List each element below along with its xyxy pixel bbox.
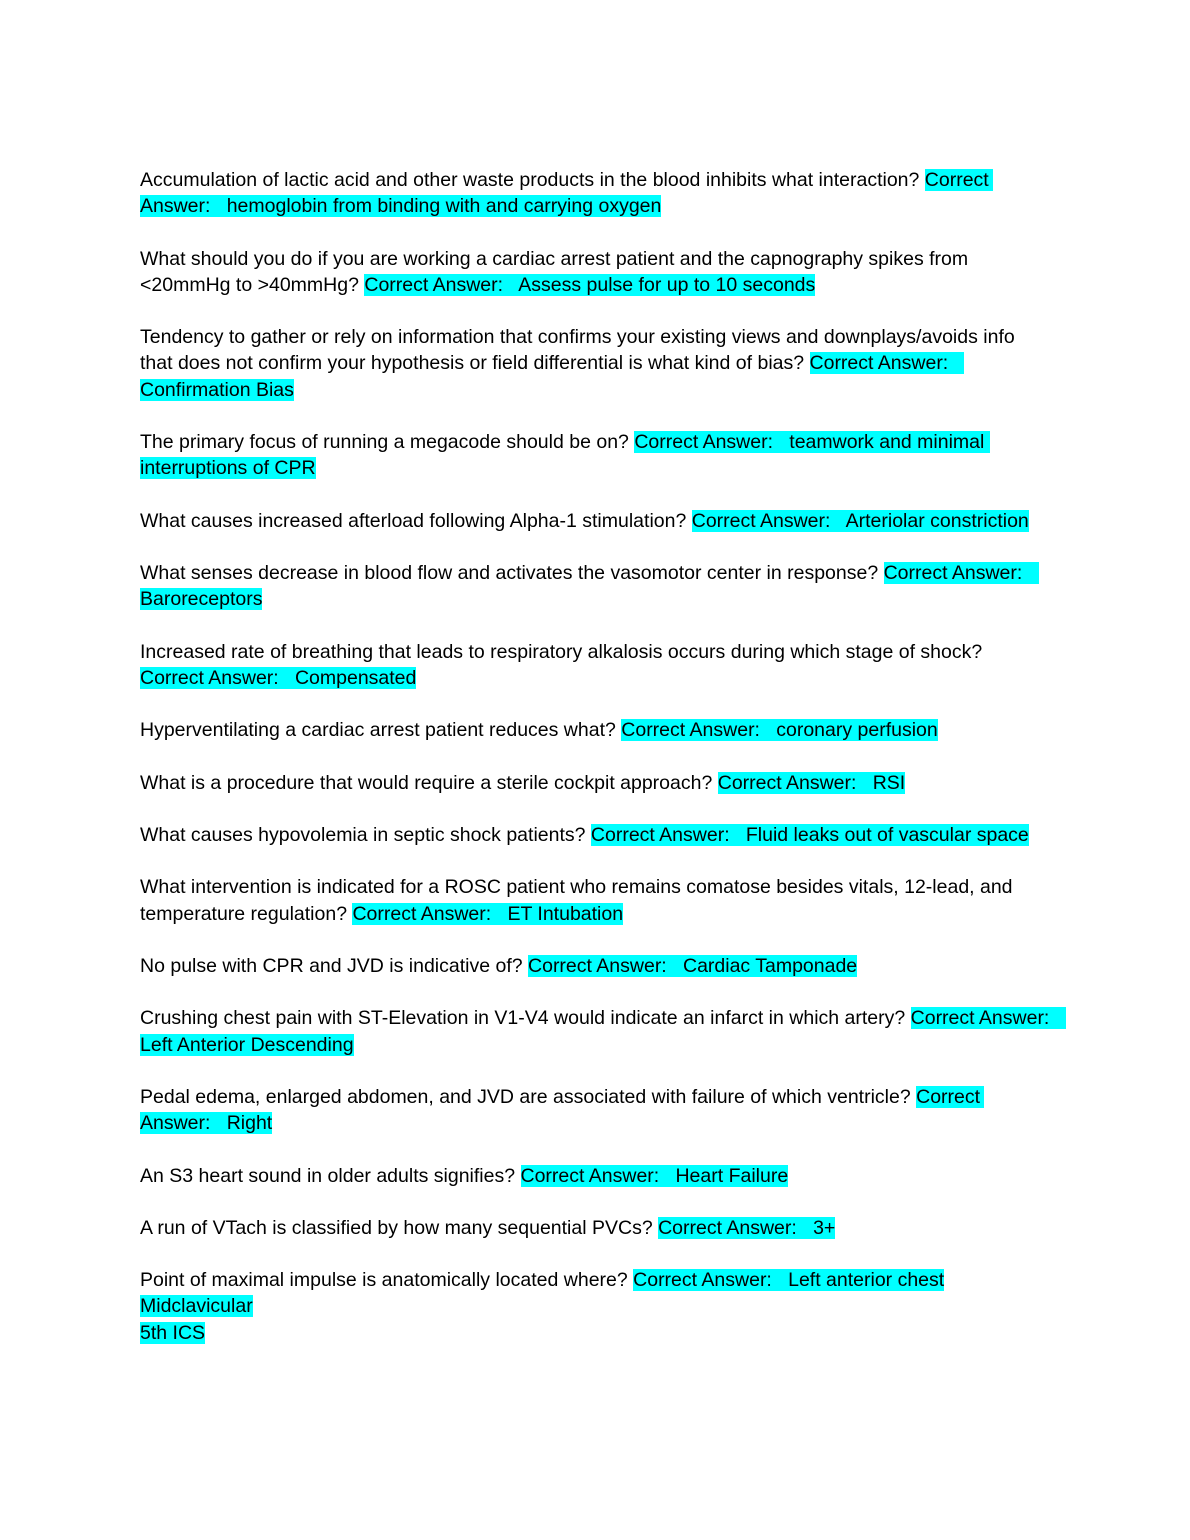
qa-item bbox=[140, 1163, 1050, 1189]
question-text: Crushing chest pain with ST-Elevation in V1-V4 would indicate an infarct in which artery? bbox=[140, 1007, 911, 1030]
answer-line bbox=[140, 1320, 1050, 1346]
answer-highlight bbox=[718, 772, 905, 794]
answer-highlight bbox=[528, 955, 857, 977]
qa-item bbox=[140, 429, 1050, 481]
question-text: What causes increased afterload following Alpha-1 stimulation? bbox=[140, 509, 692, 532]
answer-prefix: Correct Answer: bbox=[621, 719, 777, 742]
qa-item-last bbox=[140, 1267, 1050, 1346]
answer-highlight bbox=[352, 903, 623, 925]
qa-item bbox=[140, 560, 1050, 612]
qa-item bbox=[140, 167, 1050, 219]
question-text: Accumulation of lactic acid and other waste products in the blood inhibits what interaction? bbox=[140, 169, 925, 191]
qa-item bbox=[140, 508, 1050, 534]
question-text: What senses decrease in blood flow and activates the vasomotor center in response? bbox=[140, 561, 884, 584]
answer-text: Baroreceptors bbox=[140, 588, 263, 611]
question-text: Point of maximal impulse is anatomically located where? bbox=[140, 1269, 634, 1292]
answer-prefix: Correct Answer: bbox=[634, 430, 790, 453]
qa-item bbox=[140, 717, 1050, 743]
answer-line bbox=[140, 1293, 1050, 1319]
answer-highlight bbox=[364, 274, 815, 296]
answer-prefix: Correct Answer: bbox=[809, 352, 965, 375]
answer-highlight bbox=[633, 1269, 944, 1291]
question-text: What causes hypovolemia in septic shock patients? bbox=[140, 823, 591, 846]
qa-item bbox=[140, 953, 1050, 979]
answer-text: Fluid leaks out of vascular space bbox=[745, 823, 1029, 846]
answer-prefix: Correct Answer: bbox=[520, 1164, 676, 1187]
qa-item bbox=[140, 639, 1050, 691]
question-text: A run of VTach is classified by how many sequential PVCs? bbox=[140, 1216, 659, 1239]
question-text: Tendency to gather or rely on information that confirms your existing views and downplays/avoids info that does not confirm your hypothesis or field differential is what kind of bias? bbox=[140, 326, 1015, 375]
answer-text: Compensated bbox=[294, 666, 417, 689]
answer-highlight bbox=[621, 719, 937, 741]
qa-list bbox=[140, 167, 1066, 1372]
question-text: What should you do if you are working a cardiac arrest patient and the capnography spikes from <20mmHg to >40mmHg? bbox=[140, 247, 969, 296]
answer-prefix: Correct Answer: bbox=[140, 666, 295, 689]
answer-prefix: Correct Answer: bbox=[364, 273, 519, 296]
answer-highlight bbox=[591, 824, 1029, 846]
answer-text: 3+ bbox=[813, 1216, 836, 1239]
question-text: What intervention is indicated for a ROSC patient who remains comatose besides vitals, 12-lead, and temperature regulation? bbox=[140, 876, 1013, 925]
question-text: What is a procedure that would require a sterile cockpit approach? bbox=[140, 771, 718, 794]
answer-text: Left Anterior Descending bbox=[140, 1033, 354, 1056]
answer-text: hemoglobin from binding with and carrying oxygen bbox=[226, 195, 662, 218]
answer-prefix: Correct Answer: bbox=[528, 954, 683, 977]
answer-prefix: Correct Answer: bbox=[691, 509, 846, 532]
answer-prefix: Correct Answer: bbox=[717, 771, 873, 794]
qa-item bbox=[140, 874, 1050, 926]
answer-text: Cardiac Tamponade bbox=[682, 954, 858, 977]
answer-text: ET Intubation bbox=[507, 902, 624, 925]
qa-item bbox=[140, 1084, 1050, 1136]
answer-text: coronary perfusion bbox=[776, 719, 938, 742]
qa-item bbox=[140, 324, 1050, 403]
answer-highlight bbox=[521, 1165, 789, 1187]
answer-text: RSI bbox=[872, 771, 906, 794]
answer-text: Heart Failure bbox=[675, 1164, 789, 1187]
qa-item bbox=[140, 770, 1050, 796]
answer-prefix: Correct Answer: bbox=[590, 823, 746, 846]
answer-text: Confirmation Bias bbox=[140, 378, 294, 401]
answer-prefix: Correct Answer: bbox=[658, 1216, 814, 1239]
question-text: No pulse with CPR and JVD is indicative of? bbox=[140, 954, 529, 977]
question-text: An S3 heart sound in older adults signifies? bbox=[140, 1164, 521, 1187]
qa-item bbox=[140, 1005, 1066, 1057]
answer-text: Midclavicular bbox=[140, 1295, 253, 1318]
qa-item bbox=[140, 822, 1050, 848]
answer-text: Arteriolar constriction bbox=[845, 509, 1029, 532]
question-text: Hyperventilating a cardiac arrest patient reduces what? bbox=[140, 719, 622, 742]
answer-text: 5th ICS bbox=[140, 1321, 206, 1344]
question-text: Increased rate of breathing that leads to respiratory alkalosis occurs during which stage of shock? bbox=[140, 640, 983, 663]
answer-text: Assess pulse for up to 10 seconds bbox=[518, 273, 816, 296]
answer-text: Left anterior chest bbox=[788, 1269, 945, 1292]
question-text: Pedal edema, enlarged abdomen, and JVD are associated with failure of which ventricle? bbox=[140, 1085, 917, 1108]
answer-prefix: Correct Answer: bbox=[633, 1269, 789, 1292]
answer-prefix: Correct Answer: bbox=[352, 902, 508, 925]
answer-text: teamwork and minimal interruptions of CPR bbox=[140, 430, 990, 480]
question-text: The primary focus of running a megacode should be on? bbox=[140, 430, 635, 453]
answer-prefix: Correct Answer: bbox=[910, 1007, 1066, 1030]
answer-prefix: Correct Answer: bbox=[883, 561, 1039, 584]
answer-highlight bbox=[658, 1217, 835, 1239]
qa-item bbox=[140, 246, 1050, 298]
answer-text: Right bbox=[226, 1112, 273, 1135]
answer-prefix: Correct Answer: bbox=[140, 169, 994, 218]
answer-highlight bbox=[140, 667, 416, 689]
qa-item bbox=[140, 1215, 1050, 1241]
answer-prefix: Correct Answer: bbox=[140, 1085, 985, 1135]
answer-highlight bbox=[692, 510, 1029, 532]
